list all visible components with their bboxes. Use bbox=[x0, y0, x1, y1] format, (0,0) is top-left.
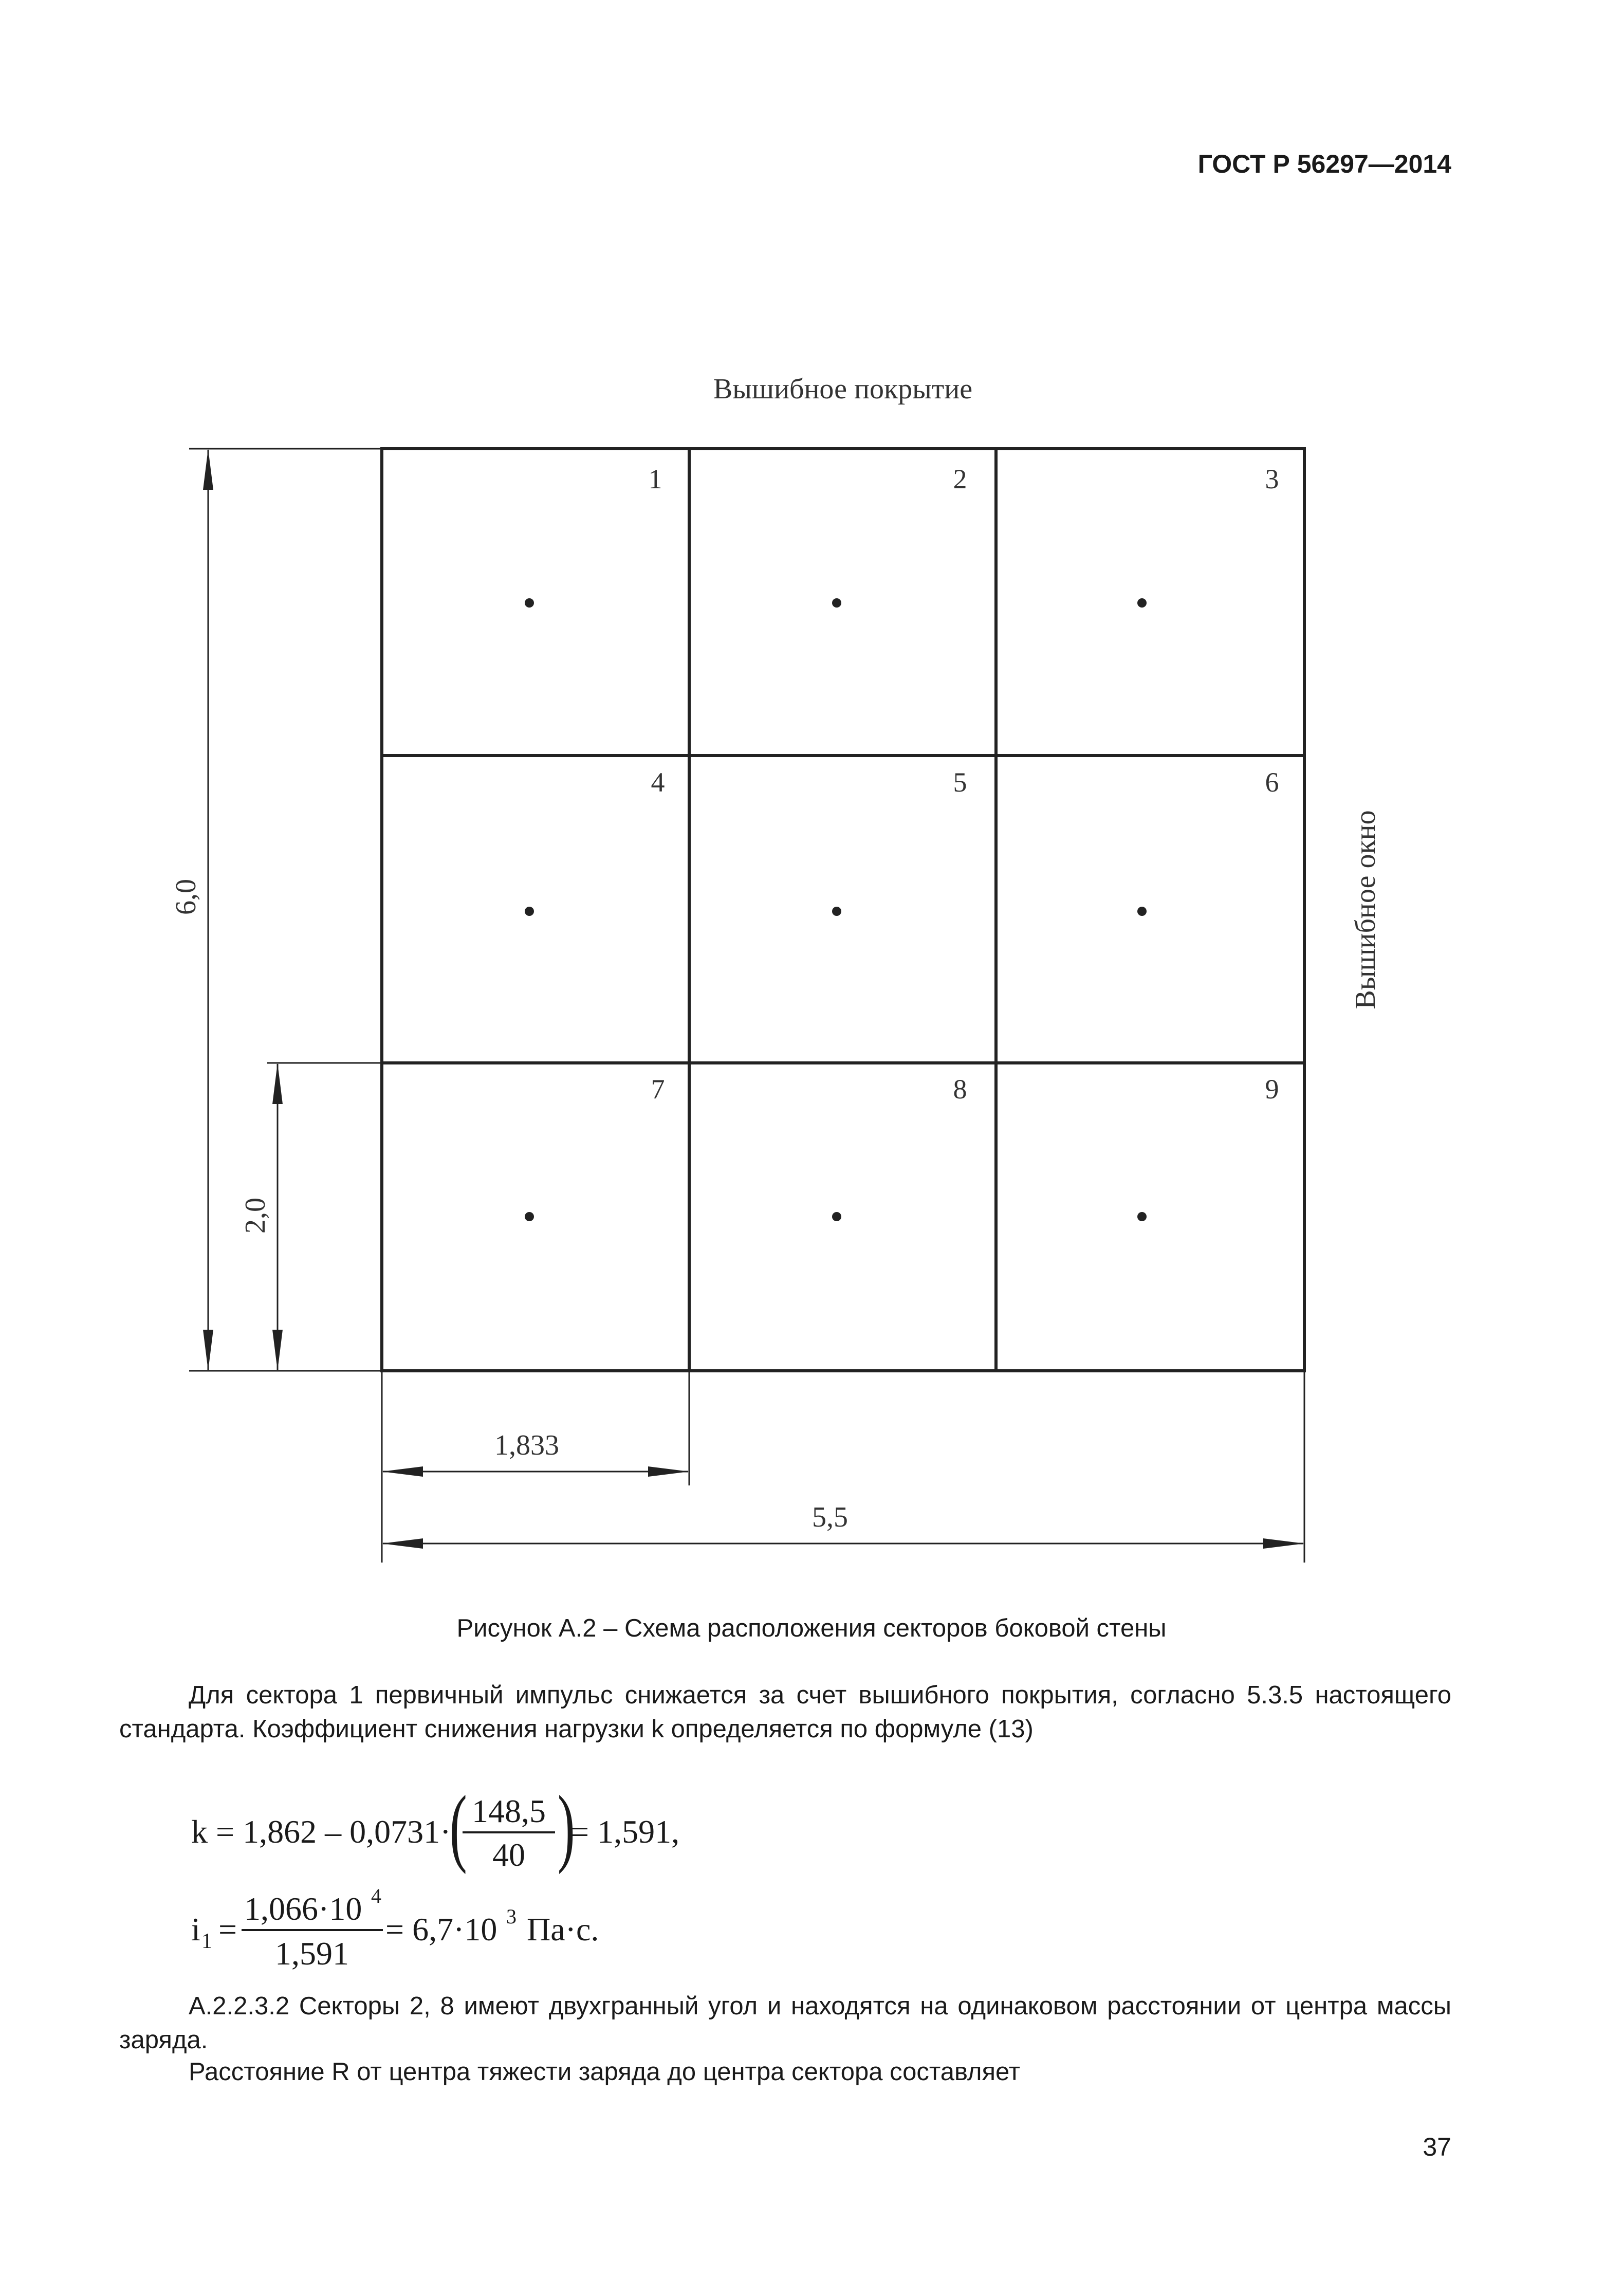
formula-i1-rhs: = 6,7·10 bbox=[385, 1911, 497, 1948]
formula-i1-unit: Па·с. bbox=[527, 1911, 599, 1948]
formula-i1-numerator: 1,066·10 bbox=[244, 1890, 362, 1927]
dim-total-width-label: 5,5 bbox=[812, 1501, 848, 1533]
formula-i1-subscript: 1 bbox=[201, 1930, 212, 1953]
paragraph: Расстояние R от центра тяжести заряда до центра сектора составляет bbox=[189, 2058, 1021, 2086]
formula-i1-denominator: 1,591 bbox=[275, 1935, 349, 1972]
formula-i1-lhs: i bbox=[191, 1911, 200, 1948]
sector-label-1: 1 bbox=[648, 464, 662, 494]
sector-label-6: 6 bbox=[1265, 767, 1279, 798]
formula-k-numerator: 148,5 bbox=[472, 1793, 546, 1829]
formula-i1-equals: = bbox=[218, 1911, 237, 1948]
dim-sector-width-label: 1,833 bbox=[494, 1429, 559, 1461]
sector-label-4: 4 bbox=[651, 767, 665, 798]
top-label: Вышибное покрытие bbox=[713, 373, 973, 405]
formula-k-rhs: = 1,591, bbox=[570, 1813, 680, 1850]
right-label: Вышибное окно bbox=[1350, 810, 1381, 1009]
sector-label-5: 5 bbox=[953, 767, 967, 798]
dim-lower-label: 2,0 bbox=[239, 1198, 271, 1234]
paragraph-text: А.2.2.3.2 Секторы 2, 8 имеют двухгранный угол и находятся на одинаковом расстоянии от центра массы заряда. bbox=[119, 1992, 1451, 2054]
sector-label-8: 8 bbox=[953, 1074, 967, 1105]
formula-k-denominator: 40 bbox=[492, 1836, 525, 1873]
formula-k-lhs: k = 1,862 – 0,0731· bbox=[191, 1813, 451, 1850]
sector-label-2: 2 bbox=[953, 464, 967, 494]
page-number: 37 bbox=[1423, 2133, 1451, 2161]
formula-i1-num-exponent: 4 bbox=[371, 1884, 381, 1907]
figure-caption: Рисунок А.2 – Схема расположения секторов боковой стены bbox=[456, 1614, 1167, 1642]
formula-k-paren-left: ( bbox=[449, 1778, 467, 1875]
formula-i1 bbox=[191, 1884, 599, 1972]
formula-k bbox=[191, 1778, 679, 1875]
paragraph-text: Для сектора 1 первичный импульс снижается за счет вышибного покрытия, согласно 5.3.5 настоящего стандарта. Коэффициент снижения нагрузки k определяется по формуле (13) bbox=[119, 1681, 1451, 1743]
paragraph bbox=[119, 1989, 1451, 2057]
sector-label-3: 3 bbox=[1265, 464, 1279, 494]
formula-k-paren-right: ) bbox=[557, 1778, 575, 1875]
sector-label-7: 7 bbox=[651, 1074, 665, 1105]
sector-label-9: 9 bbox=[1265, 1074, 1279, 1105]
formula-i1-rhs-exponent: 3 bbox=[506, 1905, 517, 1928]
standard-code: ГОСТ Р 56297—2014 bbox=[1197, 150, 1451, 178]
dim-height-label: 6,0 bbox=[170, 879, 202, 915]
